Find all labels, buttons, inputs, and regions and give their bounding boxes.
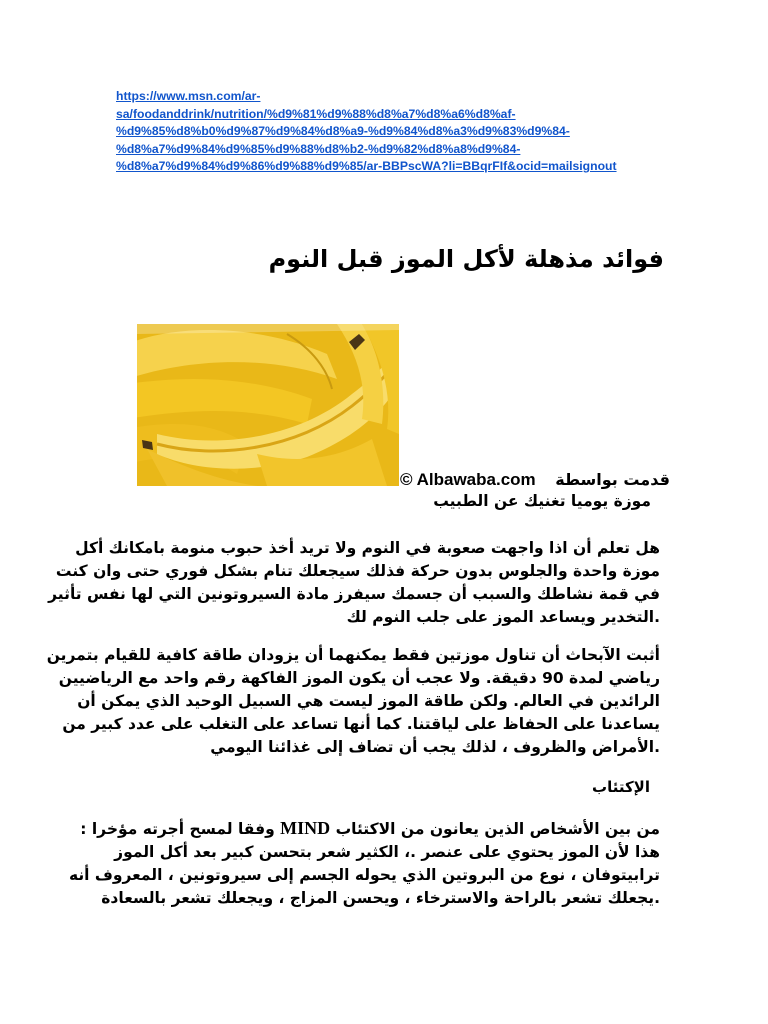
source-link[interactable] <box>116 88 636 176</box>
paragraph-line: أثبت الآبحاث أن تناول موزتين فقط يمكنهما أن يزودان طاقة كافية للقيام بتمرين <box>46 646 660 664</box>
paragraph-line: هل تعلم أن اذا واجهت صعوبة في النوم ولا تريد أخذ حبوب منومة بامكانك أكل <box>75 539 660 557</box>
paragraph-line: .يجعلك تشعر بالراحة والاسترخاء ، ويحسن المزاج ، ويجعلك تشعر بالسعادة <box>101 889 660 907</box>
article-title: فوائد مذهلة لأكل الموز قبل النوم <box>268 245 664 273</box>
source-link-line[interactable]: %d9%85%d8%b0%d9%87%d9%84%d8%a9-%d9%84%d8%a3%d9%83%d9%84- <box>116 124 570 138</box>
paragraph-line: هذا لأن الموز يحتوي على عنصر .، الكثير شعر بتحسن كبير بعد أكل الموز <box>114 843 660 861</box>
mind-survey-name: MIND <box>280 818 331 838</box>
paragraph-segment: وفقا لمسح أجرته مؤخرا : <box>80 820 275 838</box>
paragraph-line: الرائدين في العالم. ولكن طاقة الموز ليست هي السبيل الوحيد الذي يمكن أن <box>77 692 660 710</box>
paragraph-line: ترابيتوفان ، نوع من البروتين الذي يحوله الجسم إلى سيروتونين ، المعروف أنه <box>68 866 660 884</box>
banana-image <box>137 324 399 486</box>
paragraph-line: موزة واحدة والجلوس بدون حركة فذلك سيجعلك تنام بشكل فوري حتى وان كنت <box>55 562 660 580</box>
article-subtitle: موزة يوميا تغنيك عن الطبيب <box>433 492 651 510</box>
paragraph-line: في قمة نشاطك والسبب أن جسمك سيفرز مادة السيروتونين التي لها نفس تأثير <box>48 585 660 603</box>
banana-photo <box>137 324 399 486</box>
paragraph-segment: من بين الأشخاص الذين يعانون من الاكتئاب <box>335 820 660 838</box>
paragraph-line: .التخدير ويساعد الموز على جلب النوم لك <box>346 608 660 626</box>
paragraph-line-first <box>80 817 660 841</box>
photo-credit <box>400 470 670 490</box>
credit-by-label: قدمت بواسطة <box>555 470 670 489</box>
source-link-line[interactable]: %d8%a7%d9%84%d9%86%d9%88%d9%85/ar-BBPscWA?li=BBqrFIf&ocid=mailsignout <box>116 159 617 173</box>
paragraph-line: .الأمراض والظروف ، لذلك يجب أن تضاف إلى غذائنا اليومي <box>210 738 660 756</box>
source-link-line[interactable]: https://www.msn.com/ar- <box>116 89 261 103</box>
paragraph-depression <box>68 817 660 910</box>
paragraph-energy <box>46 644 660 759</box>
section-heading-depression: الإكتئاب <box>592 778 650 796</box>
credit-brand: © Albawaba.com <box>400 470 536 489</box>
paragraph-line: يساعدنا على الحفاظ على لياقتنا. كما أنها تساعد على التغلب على عدد كبير من <box>62 715 660 733</box>
paragraph-line: رياضي لمدة 90 دقيقة. ولا عجب أن يكون الموز الفاكهة رقم واحد مع الرياضيين <box>58 669 660 687</box>
source-link-line[interactable]: sa/foodanddrink/nutrition/%d9%81%d9%88%d8%a7%d8%a6%d8%af- <box>116 106 516 121</box>
paragraph-sleep <box>48 537 660 629</box>
source-link-line[interactable]: %d8%a7%d9%84%d9%85%d9%88%d8%b2-%d9%82%d8%a8%d9%84- <box>116 141 521 156</box>
